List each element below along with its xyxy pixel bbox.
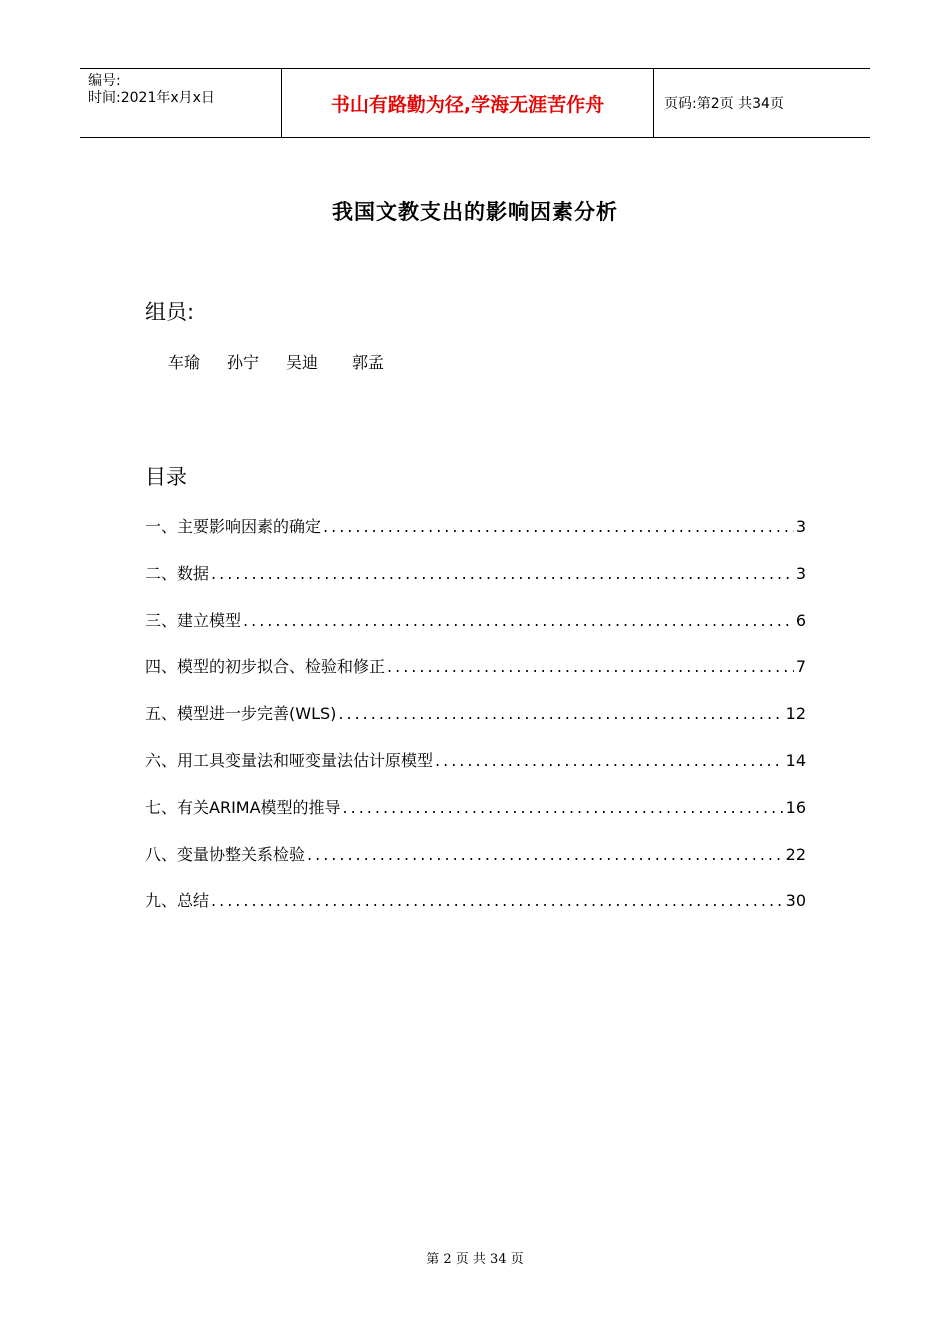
toc-entry-label: 五、模型进一步完善(WLS) [145,704,337,724]
page-header [80,68,870,138]
toc-entry[interactable] [145,842,806,889]
member-name: 郭孟 [352,353,385,372]
member-name: 车瑜 [168,353,201,372]
toc-entry-page: 7 [795,657,806,677]
toc-leader-dots [387,657,794,676]
header-page-info: 页码:第2页 共34页 [664,96,784,112]
toc-entry[interactable] [145,561,806,608]
toc-entry-page: 22 [785,844,806,864]
toc-entry[interactable] [145,888,806,935]
toc-entry[interactable] [145,514,806,561]
members-heading: 组员: [145,300,195,324]
toc-entry-page: 3 [795,517,806,536]
document-title: 我国文教支出的影响因素分析 [332,200,618,224]
toc-entry-label: 六、用工具变量法和哑变量法估计原模型 [145,750,434,770]
toc-entry[interactable] [145,748,806,795]
toc-entry-label: 四、模型的初步拟合、检验和修正 [145,657,386,677]
toc-leader-dots [338,704,783,723]
members-list [168,350,384,373]
toc-entry-label: 二、数据 [145,563,210,583]
table-of-contents [145,514,806,935]
toc-entry-page: 6 [795,610,806,630]
toc-entry[interactable] [145,701,806,748]
toc-entry-label: 一、主要影响因素的确定 [145,517,322,536]
toc-entry-label: 七、有关ARIMA模型的推导 [145,797,341,817]
toc-leader-dots [323,517,794,536]
toc-entry-label: 八、变量协整关系检验 [145,844,306,864]
toc-leader-dots [307,845,784,864]
toc-entry-page: 14 [785,750,806,770]
toc-leader-dots [243,611,794,630]
toc-leader-dots [211,564,794,583]
toc-heading: 目录 [145,465,187,489]
member-name: 孙宁 [227,353,260,372]
toc-entry-page: 16 [785,797,806,817]
toc-entry[interactable] [145,608,806,655]
toc-entry-page: 12 [785,704,806,724]
toc-leader-dots [343,798,784,817]
member-name: 吴迪 [286,353,319,372]
toc-entry[interactable] [145,795,806,842]
header-motto: 书山有路勤为径,学海无涯苦作舟 [281,69,654,137]
toc-entry-label: 三、建立模型 [145,610,242,630]
toc-leader-dots [211,891,784,910]
time-label: 时间:2021年x月x日 [88,90,215,106]
toc-entry[interactable] [145,654,806,701]
page-footer: 第 2 页 共 34 页 [426,1252,524,1267]
toc-leader-dots [435,751,784,770]
toc-entry-page: 3 [795,563,806,583]
toc-entry-label: 九、总结 [145,891,210,911]
number-label: 编号: [88,73,121,89]
toc-entry-page: 30 [785,891,806,911]
header-info [80,69,281,137]
